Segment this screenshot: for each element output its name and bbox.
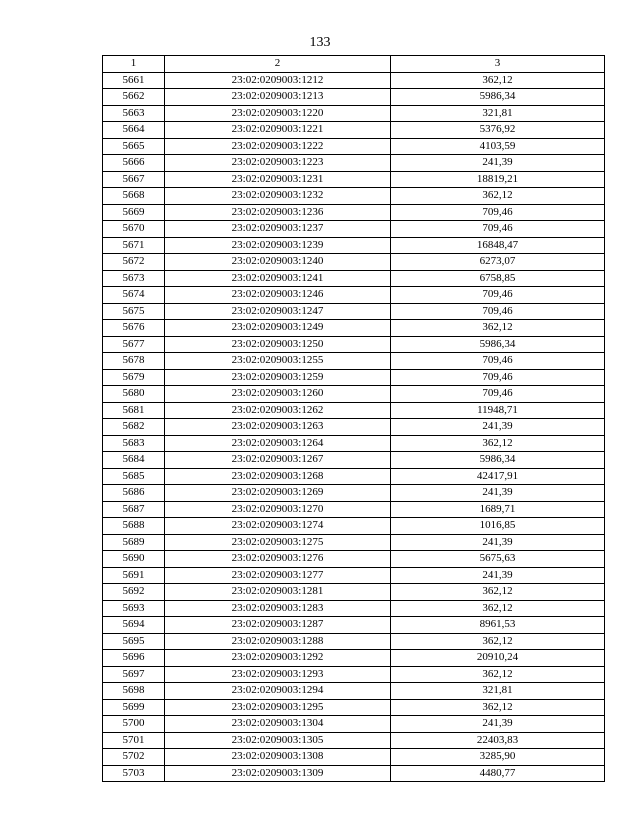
row-number-cell: 5700 xyxy=(103,716,165,733)
cadastral-number-cell: 23:02:0209003:1275 xyxy=(165,534,391,551)
cadastral-number-cell: 23:02:0209003:1276 xyxy=(165,551,391,568)
table-row xyxy=(103,633,605,650)
table-row xyxy=(103,650,605,667)
cadastral-number-cell: 23:02:0209003:1288 xyxy=(165,633,391,650)
row-number-cell: 5662 xyxy=(103,89,165,106)
cadastral-number-cell: 23:02:0209003:1232 xyxy=(165,188,391,205)
value-cell: 4103,59 xyxy=(391,138,605,155)
row-number-cell: 5676 xyxy=(103,320,165,337)
row-number-cell: 5686 xyxy=(103,485,165,502)
value-cell: 5986,34 xyxy=(391,336,605,353)
table-row xyxy=(103,221,605,238)
row-number-cell: 5690 xyxy=(103,551,165,568)
value-cell: 6273,07 xyxy=(391,254,605,271)
row-number-cell: 5674 xyxy=(103,287,165,304)
value-cell: 22403,83 xyxy=(391,732,605,749)
table-row xyxy=(103,369,605,386)
cadastral-number-cell: 23:02:0209003:1223 xyxy=(165,155,391,172)
header-row xyxy=(103,56,605,73)
cadastral-number-cell: 23:02:0209003:1274 xyxy=(165,518,391,535)
table-row xyxy=(103,699,605,716)
cadastral-number-cell: 23:02:0209003:1305 xyxy=(165,732,391,749)
row-number-cell: 5677 xyxy=(103,336,165,353)
row-number-cell: 5698 xyxy=(103,683,165,700)
table-row xyxy=(103,105,605,122)
table-row xyxy=(103,303,605,320)
cadastral-number-cell: 23:02:0209003:1281 xyxy=(165,584,391,601)
value-cell: 42417,91 xyxy=(391,468,605,485)
row-number-cell: 5693 xyxy=(103,600,165,617)
cadastral-number-cell: 23:02:0209003:1263 xyxy=(165,419,391,436)
cadastral-number-cell: 23:02:0209003:1292 xyxy=(165,650,391,667)
row-number-cell: 5703 xyxy=(103,765,165,782)
table-row xyxy=(103,749,605,766)
table-row xyxy=(103,485,605,502)
page-number: 133 xyxy=(309,35,331,50)
cadastral-number-cell: 23:02:0209003:1264 xyxy=(165,435,391,452)
value-cell: 5675,63 xyxy=(391,551,605,568)
row-number-cell: 5675 xyxy=(103,303,165,320)
table-row xyxy=(103,567,605,584)
value-cell: 8961,53 xyxy=(391,617,605,634)
row-number-cell: 5667 xyxy=(103,171,165,188)
row-number-cell: 5699 xyxy=(103,699,165,716)
value-cell: 709,46 xyxy=(391,204,605,221)
row-number-cell: 5696 xyxy=(103,650,165,667)
table-row xyxy=(103,237,605,254)
row-number-cell: 5672 xyxy=(103,254,165,271)
cadastral-number-cell: 23:02:0209003:1294 xyxy=(165,683,391,700)
row-number-cell: 5670 xyxy=(103,221,165,238)
cadastral-number-cell: 23:02:0209003:1309 xyxy=(165,765,391,782)
row-number-cell: 5688 xyxy=(103,518,165,535)
table-row xyxy=(103,716,605,733)
cadastral-number-cell: 23:02:0209003:1283 xyxy=(165,600,391,617)
row-number-cell: 5702 xyxy=(103,749,165,766)
table-row xyxy=(103,732,605,749)
cadastral-number-cell: 23:02:0209003:1277 xyxy=(165,567,391,584)
row-number-cell: 5680 xyxy=(103,386,165,403)
cadastral-number-cell: 23:02:0209003:1270 xyxy=(165,501,391,518)
table-row xyxy=(103,122,605,139)
value-cell: 241,39 xyxy=(391,155,605,172)
table-row xyxy=(103,72,605,89)
cadastral-number-cell: 23:02:0209003:1247 xyxy=(165,303,391,320)
row-number-cell: 5678 xyxy=(103,353,165,370)
row-number-cell: 5694 xyxy=(103,617,165,634)
cadastral-number-cell: 23:02:0209003:1212 xyxy=(165,72,391,89)
table-row xyxy=(103,666,605,683)
row-number-cell: 5663 xyxy=(103,105,165,122)
value-cell: 321,81 xyxy=(391,105,605,122)
table-body xyxy=(103,72,605,782)
cadastral-number-cell: 23:02:0209003:1255 xyxy=(165,353,391,370)
table-row xyxy=(103,501,605,518)
cadastral-number-cell: 23:02:0209003:1268 xyxy=(165,468,391,485)
column-header-2: 2 xyxy=(165,56,391,73)
cadastral-number-cell: 23:02:0209003:1287 xyxy=(165,617,391,634)
cadastral-number-cell: 23:02:0209003:1308 xyxy=(165,749,391,766)
row-number-cell: 5692 xyxy=(103,584,165,601)
cadastral-number-cell: 23:02:0209003:1236 xyxy=(165,204,391,221)
value-cell: 241,39 xyxy=(391,567,605,584)
row-number-cell: 5664 xyxy=(103,122,165,139)
table-row xyxy=(103,89,605,106)
value-cell: 362,12 xyxy=(391,72,605,89)
value-cell: 709,46 xyxy=(391,369,605,386)
cadastral-number-cell: 23:02:0209003:1220 xyxy=(165,105,391,122)
table-row xyxy=(103,155,605,172)
table-row xyxy=(103,386,605,403)
value-cell: 362,12 xyxy=(391,435,605,452)
table-header xyxy=(103,56,605,73)
table-row xyxy=(103,254,605,271)
value-cell: 709,46 xyxy=(391,221,605,238)
table-row xyxy=(103,320,605,337)
cadastral-number-cell: 23:02:0209003:1213 xyxy=(165,89,391,106)
table-row xyxy=(103,138,605,155)
cadastral-number-cell: 23:02:0209003:1239 xyxy=(165,237,391,254)
table-row xyxy=(103,551,605,568)
value-cell: 241,39 xyxy=(391,534,605,551)
table-row xyxy=(103,402,605,419)
column-header-1: 1 xyxy=(103,56,165,73)
value-cell: 362,12 xyxy=(391,188,605,205)
value-cell: 362,12 xyxy=(391,666,605,683)
value-cell: 362,12 xyxy=(391,320,605,337)
value-cell: 1016,85 xyxy=(391,518,605,535)
row-number-cell: 5669 xyxy=(103,204,165,221)
row-number-cell: 5668 xyxy=(103,188,165,205)
row-number-cell: 5683 xyxy=(103,435,165,452)
column-header-3: 3 xyxy=(391,56,605,73)
value-cell: 709,46 xyxy=(391,287,605,304)
value-cell: 362,12 xyxy=(391,699,605,716)
value-cell: 241,39 xyxy=(391,716,605,733)
row-number-cell: 5689 xyxy=(103,534,165,551)
table-row xyxy=(103,287,605,304)
row-number-cell: 5701 xyxy=(103,732,165,749)
table-row xyxy=(103,534,605,551)
value-cell: 709,46 xyxy=(391,353,605,370)
table-row xyxy=(103,617,605,634)
cadastral-number-cell: 23:02:0209003:1249 xyxy=(165,320,391,337)
value-cell: 3285,90 xyxy=(391,749,605,766)
cadastral-number-cell: 23:02:0209003:1241 xyxy=(165,270,391,287)
cadastral-number-cell: 23:02:0209003:1240 xyxy=(165,254,391,271)
value-cell: 241,39 xyxy=(391,419,605,436)
row-number-cell: 5682 xyxy=(103,419,165,436)
value-cell: 241,39 xyxy=(391,485,605,502)
value-cell: 18819,21 xyxy=(391,171,605,188)
table-row xyxy=(103,600,605,617)
value-cell: 5376,92 xyxy=(391,122,605,139)
table-row xyxy=(103,336,605,353)
value-cell: 6758,85 xyxy=(391,270,605,287)
cadastral-number-cell: 23:02:0209003:1269 xyxy=(165,485,391,502)
row-number-cell: 5684 xyxy=(103,452,165,469)
table-row xyxy=(103,683,605,700)
cadastral-number-cell: 23:02:0209003:1222 xyxy=(165,138,391,155)
cadastral-number-cell: 23:02:0209003:1231 xyxy=(165,171,391,188)
row-number-cell: 5681 xyxy=(103,402,165,419)
row-number-cell: 5661 xyxy=(103,72,165,89)
row-number-cell: 5695 xyxy=(103,633,165,650)
row-number-cell: 5671 xyxy=(103,237,165,254)
registry-table xyxy=(102,55,605,782)
value-cell: 4480,77 xyxy=(391,765,605,782)
table-row xyxy=(103,353,605,370)
cadastral-number-cell: 23:02:0209003:1293 xyxy=(165,666,391,683)
cadastral-number-cell: 23:02:0209003:1246 xyxy=(165,287,391,304)
row-number-cell: 5687 xyxy=(103,501,165,518)
row-number-cell: 5665 xyxy=(103,138,165,155)
cadastral-number-cell: 23:02:0209003:1250 xyxy=(165,336,391,353)
table-row xyxy=(103,452,605,469)
value-cell: 5986,34 xyxy=(391,89,605,106)
table-row xyxy=(103,435,605,452)
value-cell: 709,46 xyxy=(391,303,605,320)
row-number-cell: 5685 xyxy=(103,468,165,485)
cadastral-number-cell: 23:02:0209003:1304 xyxy=(165,716,391,733)
value-cell: 16848,47 xyxy=(391,237,605,254)
cadastral-number-cell: 23:02:0209003:1295 xyxy=(165,699,391,716)
cadastral-number-cell: 23:02:0209003:1221 xyxy=(165,122,391,139)
row-number-cell: 5697 xyxy=(103,666,165,683)
table-row xyxy=(103,419,605,436)
row-number-cell: 5691 xyxy=(103,567,165,584)
cadastral-number-cell: 23:02:0209003:1259 xyxy=(165,369,391,386)
cadastral-number-cell: 23:02:0209003:1260 xyxy=(165,386,391,403)
value-cell: 11948,71 xyxy=(391,402,605,419)
value-cell: 321,81 xyxy=(391,683,605,700)
table-row xyxy=(103,188,605,205)
value-cell: 709,46 xyxy=(391,386,605,403)
value-cell: 362,12 xyxy=(391,584,605,601)
cadastral-number-cell: 23:02:0209003:1237 xyxy=(165,221,391,238)
table-row xyxy=(103,171,605,188)
value-cell: 5986,34 xyxy=(391,452,605,469)
value-cell: 362,12 xyxy=(391,600,605,617)
value-cell: 20910,24 xyxy=(391,650,605,667)
cadastral-number-cell: 23:02:0209003:1262 xyxy=(165,402,391,419)
row-number-cell: 5679 xyxy=(103,369,165,386)
table-row xyxy=(103,584,605,601)
value-cell: 362,12 xyxy=(391,633,605,650)
table-row xyxy=(103,204,605,221)
row-number-cell: 5666 xyxy=(103,155,165,172)
table-row xyxy=(103,518,605,535)
table-row xyxy=(103,765,605,782)
cadastral-number-cell: 23:02:0209003:1267 xyxy=(165,452,391,469)
table-row xyxy=(103,468,605,485)
row-number-cell: 5673 xyxy=(103,270,165,287)
table-row xyxy=(103,270,605,287)
value-cell: 1689,71 xyxy=(391,501,605,518)
